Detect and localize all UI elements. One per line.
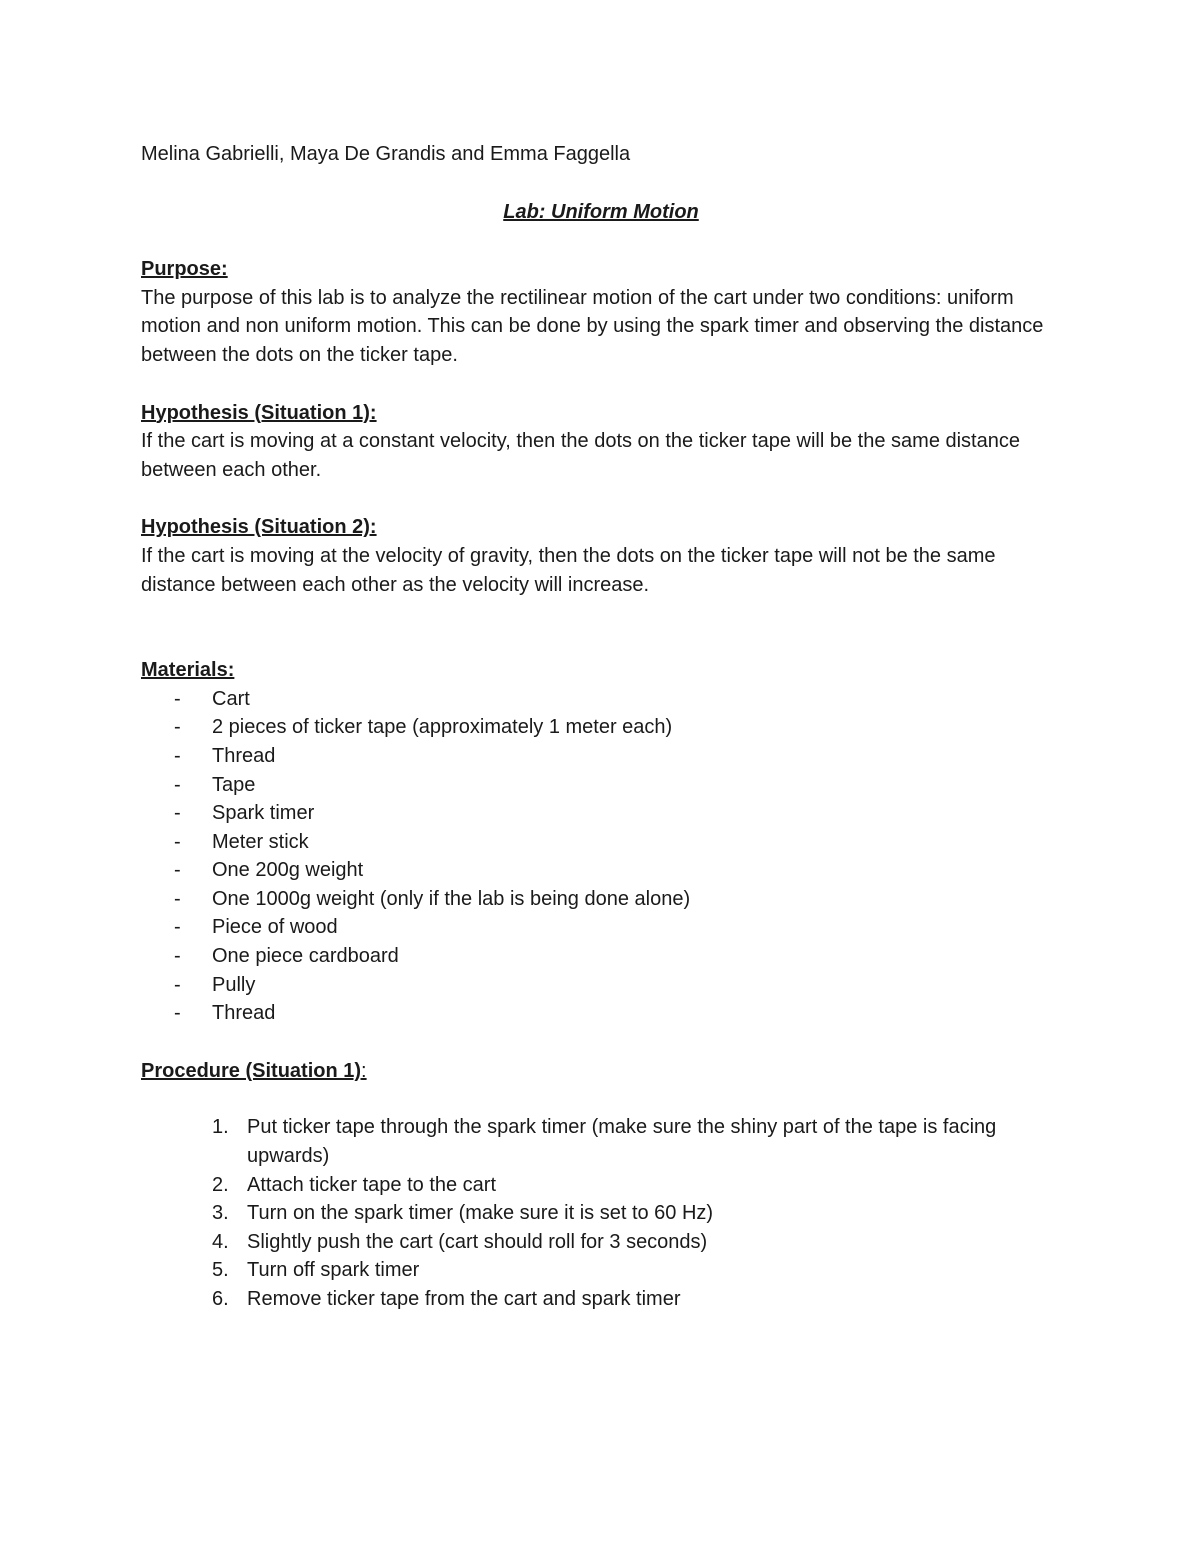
list-item xyxy=(141,913,1061,942)
material-label: Pully xyxy=(212,973,256,996)
dash-bullet: - xyxy=(174,802,181,825)
purpose-text: The purpose of this lab is to analyze the rectilinear motion of the cart under two conditions: uniform motion and non uniform motion. This can be done by using the spark timer and observing the distance between the dots on the ticker tape. xyxy=(141,286,1044,366)
step-number: 1. xyxy=(212,1116,229,1139)
step-text: Remove ticker tape from the cart and spark timer xyxy=(247,1288,681,1310)
list-item xyxy=(141,856,1061,885)
material-label: Cart xyxy=(212,687,250,710)
list-item xyxy=(141,771,1061,800)
list-item xyxy=(141,1228,1061,1257)
hypothesis-1-heading: Hypothesis (Situation 1): xyxy=(141,401,377,424)
list-item xyxy=(141,1199,1061,1228)
step-text: Turn on the spark timer (make sure it is set to 60 Hz) xyxy=(247,1202,714,1225)
document-body xyxy=(141,140,1061,1314)
dash-bullet: - xyxy=(174,973,181,996)
material-label: One 1000g weight (only if the lab is being done alone) xyxy=(212,887,691,910)
list-item xyxy=(141,942,1061,971)
dash-bullet: - xyxy=(174,1002,181,1025)
list-item xyxy=(141,713,1061,742)
list-item xyxy=(141,885,1061,914)
hypothesis-2-text: If the cart is moving at the velocity of gravity, then the dots on the ticker tape will not be the same distance between each other as the velocity will increase. xyxy=(141,544,996,596)
material-label: Tape xyxy=(212,773,256,796)
material-label: Thread xyxy=(212,744,276,767)
purpose-heading: Purpose: xyxy=(141,258,228,281)
step-text: Turn off spark timer xyxy=(247,1259,420,1282)
dash-bullet: - xyxy=(174,916,181,939)
hypothesis-1-text: If the cart is moving at a constant velocity, then the dots on the ticker tape will be the same distance between each other. xyxy=(141,430,1020,481)
step-number: 3. xyxy=(212,1202,229,1225)
dash-bullet: - xyxy=(174,773,181,796)
material-label: Spark timer xyxy=(212,802,315,825)
list-item xyxy=(141,971,1061,1000)
step-number: 2. xyxy=(212,1173,229,1196)
step-number: 4. xyxy=(212,1230,229,1253)
list-item xyxy=(141,742,1061,771)
procedure-1-heading-colon: : xyxy=(361,1059,367,1082)
materials-list xyxy=(141,685,1061,1028)
material-label: One piece cardboard xyxy=(212,945,399,968)
material-label: 2 pieces of ticker tape (approximately 1 meter each) xyxy=(212,716,673,739)
list-item xyxy=(141,799,1061,828)
dash-bullet: - xyxy=(174,744,181,767)
material-label: Piece of wood xyxy=(212,916,338,939)
step-number: 5. xyxy=(212,1259,229,1282)
procedure-1-steps xyxy=(141,1113,1061,1313)
list-item xyxy=(141,1113,1061,1170)
list-item xyxy=(141,1285,1061,1314)
step-text: Slightly push the cart (cart should roll for 3 seconds) xyxy=(247,1230,708,1253)
step-text: Attach ticker tape to the cart xyxy=(247,1173,497,1196)
procedure-1-heading xyxy=(141,1057,1061,1086)
dash-bullet: - xyxy=(174,859,181,882)
material-label: Thread xyxy=(212,1002,276,1025)
list-item xyxy=(141,828,1061,857)
list-item xyxy=(141,1171,1061,1200)
list-item xyxy=(141,1256,1061,1285)
material-label: Meter stick xyxy=(212,830,309,853)
dash-bullet: - xyxy=(174,716,181,739)
material-label: One 200g weight xyxy=(212,859,364,882)
dash-bullet: - xyxy=(174,945,181,968)
step-text: Put ticker tape through the spark timer (make sure the shiny part of the tape is facing upwards) xyxy=(247,1116,997,1168)
dash-bullet: - xyxy=(174,830,181,853)
list-item xyxy=(141,685,1061,714)
dash-bullet: - xyxy=(174,887,181,910)
procedure-1-heading-label: Procedure (Situation 1) xyxy=(141,1059,362,1082)
step-number: 6. xyxy=(212,1288,229,1310)
authors-line: Melina Gabrielli, Maya De Grandis and Emma Faggella xyxy=(141,143,631,165)
page-title: Lab: Uniform Motion xyxy=(503,200,699,223)
dash-bullet: - xyxy=(174,687,181,710)
list-item xyxy=(141,999,1061,1028)
materials-heading: Materials: xyxy=(141,659,235,682)
hypothesis-2-heading: Hypothesis (Situation 2): xyxy=(141,516,377,539)
